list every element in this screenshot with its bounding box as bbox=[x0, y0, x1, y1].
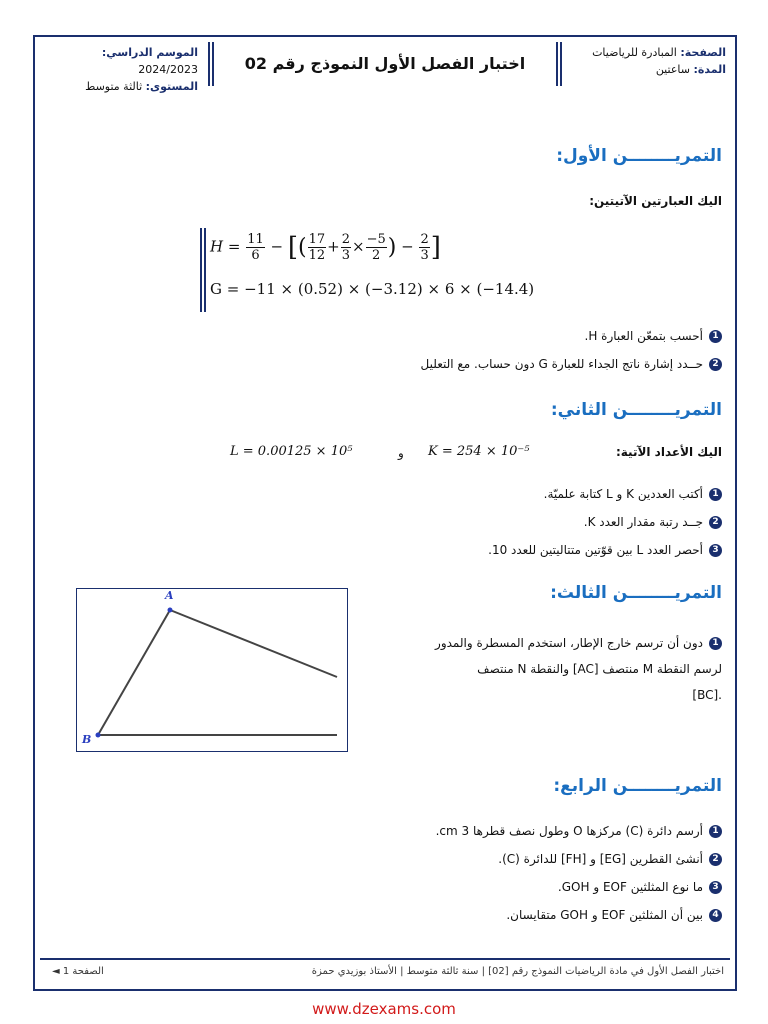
season-value: 2024/2023 bbox=[138, 63, 198, 76]
formula-g: G = −11 × (0.52) × (−3.12) × 6 × (−14.4) bbox=[210, 280, 535, 298]
exercise-1-question-2: 2حــدد إشارة ناتج الجداء للعبارة G دون حساب. مع التعليل bbox=[421, 357, 722, 371]
website-link[interactable]: www.dzexams.com bbox=[312, 1000, 456, 1018]
and-word: و bbox=[398, 446, 404, 460]
duration-value: ساعتين bbox=[655, 63, 690, 76]
level-value: ثالثة متوسط bbox=[85, 80, 143, 93]
exercise-4-heading: التمريــــــــن الرابع: bbox=[553, 776, 722, 796]
formula-box bbox=[200, 228, 560, 312]
exercise-2-question-1: 1أكتب العددين K و L كتابة علميّة. bbox=[544, 487, 722, 501]
exercise-1-heading: التمريــــــــن الأول: bbox=[556, 146, 722, 166]
header-left-info bbox=[48, 44, 198, 95]
exercise-3-question-1: 1دون أن ترسم خارج الإطار، استخدم المسطرة والمدور لرسم النقطة M منتصف [AC] والنقطة N منتصف .[BC] bbox=[435, 636, 722, 702]
exercise-2-intro: اليك الأعداد الآتية: bbox=[615, 445, 722, 459]
exercise-4-question-1: 1أرسم دائرة (C) مركزها O وطول نصف قطرها 3 cm. bbox=[436, 824, 722, 838]
level-label: المستوى: bbox=[145, 80, 198, 93]
exercise-2-question-3: 3أحصر العدد L بين قوّتين متتاليتين للعدد 10. bbox=[488, 543, 722, 557]
exercise-3-heading: التمريــــــــن الثالث: bbox=[550, 583, 722, 603]
triangle-drawing bbox=[77, 589, 347, 751]
exercise-4-question-4: 4بين أن المثلثين EOF و GOH متقايسان. bbox=[506, 908, 722, 922]
point-b-label: B bbox=[82, 733, 92, 746]
season-label: الموسم الدراسي: bbox=[101, 46, 198, 59]
page-frame bbox=[33, 35, 737, 991]
exercise-2-question-2: 2جــد رتبة مقدار العدد K. bbox=[584, 515, 722, 529]
exercise-1-intro: اليك العبارتين الآتيتين: bbox=[589, 194, 722, 208]
triangle-figure bbox=[76, 588, 348, 752]
point-a-dot bbox=[168, 608, 173, 613]
page-label: الصفحة: bbox=[680, 46, 726, 59]
exercise-1-question-1: 1أحسب بتمعّن العبارة H. bbox=[584, 329, 722, 343]
page-title: اختبار الفصل الأول النموذج رقم 02 bbox=[244, 54, 526, 73]
title-box bbox=[208, 42, 562, 86]
exercise-4-question-2: 2أنشئ القطرين [EG] و [FH] للدائرة (C). bbox=[498, 852, 722, 866]
k-expression: K = 254 × 10⁻⁵ bbox=[428, 444, 530, 459]
exercise-4-question-3: 3ما نوع المثلثين EOF و GOH. bbox=[558, 880, 722, 894]
footer-page-number: الصفحة 1 ◄ bbox=[52, 966, 104, 977]
exercise-2-heading: التمريــــــــن الثاني: bbox=[550, 400, 722, 420]
footer-divider bbox=[40, 958, 730, 960]
point-a-label: A bbox=[165, 589, 174, 602]
point-b-dot bbox=[96, 733, 101, 738]
footer-text: اختبار الفصل الأول في مادة الرياضيات النموذج رقم [02] | سنة ثالثة متوسط | الأستاذ بوزيدي حمزة bbox=[311, 966, 724, 977]
l-expression: L = 0.00125 × 10⁵ bbox=[230, 444, 353, 459]
formula-h: H = $\frac{11}{6}$ − [( $\frac{17}{12}$ + $\frac{2}{3}$ × $\frac{-5}{2}$ ) − $\frac{2}{3}$ ] bbox=[210, 232, 441, 263]
header-right-info bbox=[592, 44, 726, 78]
duration-label: المدة: bbox=[693, 63, 726, 76]
page-value: المبادرة للرياضيات bbox=[592, 46, 677, 59]
